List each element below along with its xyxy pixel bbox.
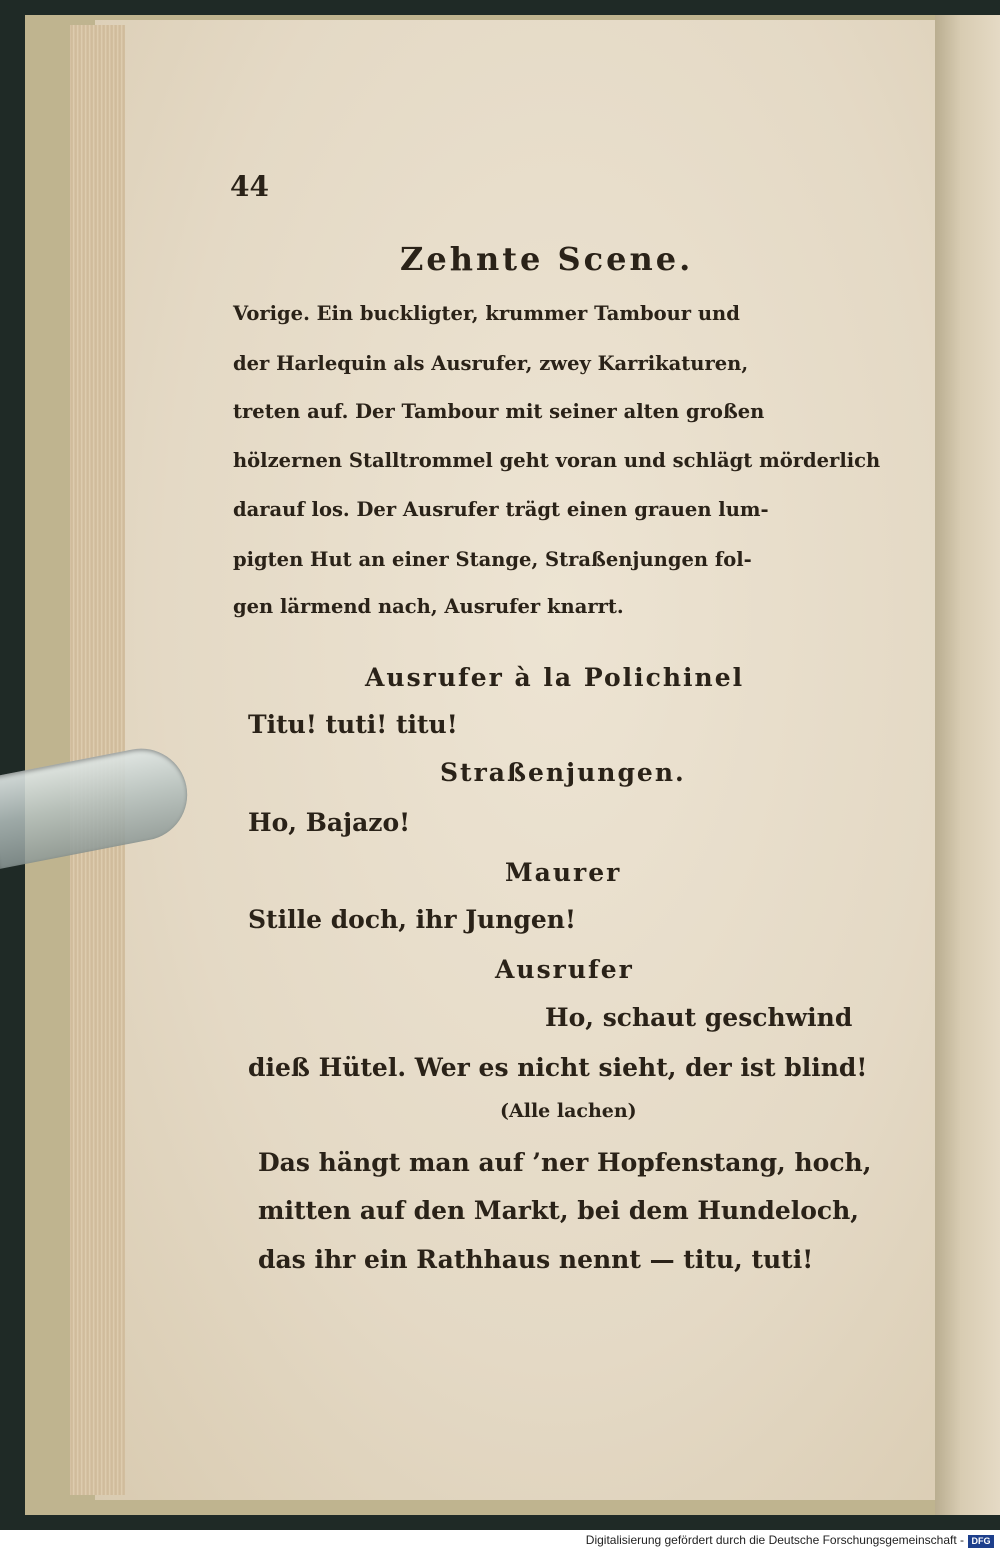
dialogue-line: Ho, Bajazo! xyxy=(248,808,411,837)
stage-direction-line: treten auf. Der Tambour mit seiner alten großen xyxy=(233,400,765,423)
footer-bar xyxy=(0,1530,1000,1551)
funding-credit: Digitalisierung gefördert durch die Deutsche Forschungsgemeinschaft - xyxy=(585,1533,964,1547)
dfg-logo-icon: DFG xyxy=(968,1535,994,1548)
speaker-name: Ausrufer xyxy=(495,955,634,984)
dialogue-line: Titu! tuti! titu! xyxy=(248,710,458,739)
verse-line: Das hängt man auf ’ner Hopfenstang, hoch, xyxy=(258,1148,872,1177)
stage-direction-line: gen lärmend nach, Ausrufer knarrt. xyxy=(233,595,624,618)
speaker-name: Maurer xyxy=(505,858,622,887)
stage-direction-line: darauf los. Der Ausrufer trägt einen grauen lum- xyxy=(233,498,769,521)
stage-direction-line: hölzernen Stalltrommel geht voran und schlägt mörderlich xyxy=(233,449,881,472)
facing-page-edge xyxy=(935,15,1000,1515)
dialogue-line: Stille doch, ihr Jungen! xyxy=(248,905,576,934)
stage-direction-line: der Harlequin als Ausrufer, zwey Karrikaturen, xyxy=(233,352,749,375)
stage-direction-line: pigten Hut an einer Stange, Straßenjungen fol- xyxy=(233,548,752,571)
verse-line: mitten auf den Markt, bei dem Hundeloch, xyxy=(258,1196,860,1225)
scene-title: Zehnte Scene. xyxy=(400,240,694,278)
stage-aside: (Alle lachen) xyxy=(500,1100,637,1122)
speaker-name: Straßenjungen. xyxy=(440,758,686,787)
verse-line: das ihr ein Rathhaus nennt — titu, tuti! xyxy=(258,1245,814,1274)
dialogue-line: Ho, schaut geschwind xyxy=(545,1003,853,1032)
page-number: 44 xyxy=(230,170,269,203)
speaker-name: Ausrufer à la Polichinel xyxy=(365,663,745,692)
verse-line: dieß Hütel. Wer es nicht sieht, der ist blind! xyxy=(248,1053,868,1082)
stage-direction-line: Vorige. Ein buckligter, krummer Tambour und xyxy=(233,302,740,325)
